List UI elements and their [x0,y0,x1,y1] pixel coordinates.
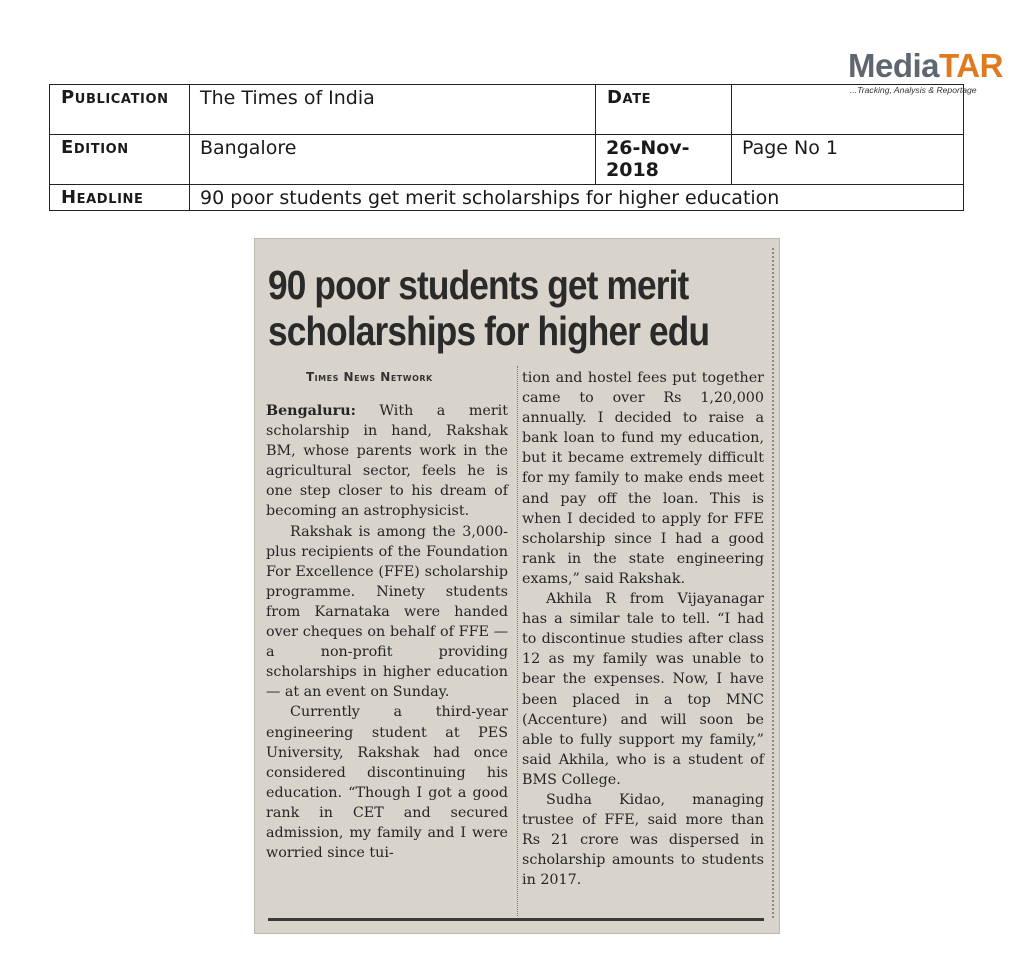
page-number: Page No 1 [732,135,964,185]
article-column-left [266,401,508,863]
headline-label: Headline [50,185,190,211]
article-headline [268,262,710,354]
logo-tagline: ...Tracking, Analysis & Reportage [850,85,977,95]
clipping-edge-dots [772,248,774,918]
article-text: With a merit scholarship in hand, Rakshak BM, whose parents work in the agricultural sector, feels he is one step closer to his dream of becoming an astrophysicist. [266,403,508,520]
article-paragraph: tion and hostel fees put together came to over Rs 1,20,000 annually. I decided to raise a bank loan to fund my education, but it became extremely difficult for my family to make ends meet and pay off the loan. This is when I decided to apply for FFE scholarship since I had a good rank in the state engineering exams,” said Rakshak. [522,370,764,587]
headline-value: 90 poor students get merit scholarships for higher education [190,185,964,211]
article-headline-line1: 90 poor students get merit [268,262,689,308]
article-paragraph: Sudha Kidao, managing trustee of FFE, said more than Rs 21 crore was dispersed in scholarship amounts to students in 2017. [522,791,764,889]
article-paragraph [266,401,508,522]
clipping-bottom-rule [268,918,764,921]
article-dateline: Bengaluru: [266,403,356,419]
edition-value: Bangalore [190,135,596,185]
article-column-right [522,368,764,890]
edition-date: 26-Nov-2018 [596,135,732,185]
newspaper-clipping [254,238,780,934]
edition-label: Edition [50,135,190,185]
logo-wordmark [848,47,1003,84]
column-divider [517,366,518,916]
article-paragraph: Currently a third-year engineering student at PES University, Rakshak had once considered discontinuing his education. “Though I got a good rank in CET and secured admission, my family and I were worried since tui- [266,704,508,862]
date-value [732,85,964,135]
publication-label: Publication [50,85,190,135]
article-byline: Times News Network [306,370,433,384]
date-label: Date [596,85,732,135]
article-headline-line2: scholarships for higher edu [268,308,710,354]
table-row [50,185,964,211]
article-paragraph: Rakshak is among the 3,000-plus recipients of the Foundation For Excellence (FFE) scholarship programme. Ninety students from Karnataka were handed over cheques on behalf of FFE — a non-profit providing scholarships in higher education — at an event on Sunday. [266,523,508,701]
table-row [50,135,964,185]
logo-brand-main: Media [848,47,940,84]
logo-brand-accent: TAR [939,47,1003,84]
table-row [50,85,964,135]
publication-info-table [49,84,964,211]
article-paragraph: Akhila R from Vijayanagar has a similar tale to tell. “I had to discontinue studies after class 12 as my family was unable to bear the expenses. Now, I have been placed in a top MNC (Accenture) and will soon be able to fully support my family,” said Akhila, who is a student of BMS College. [522,591,764,788]
publication-value: The Times of India [190,85,596,135]
